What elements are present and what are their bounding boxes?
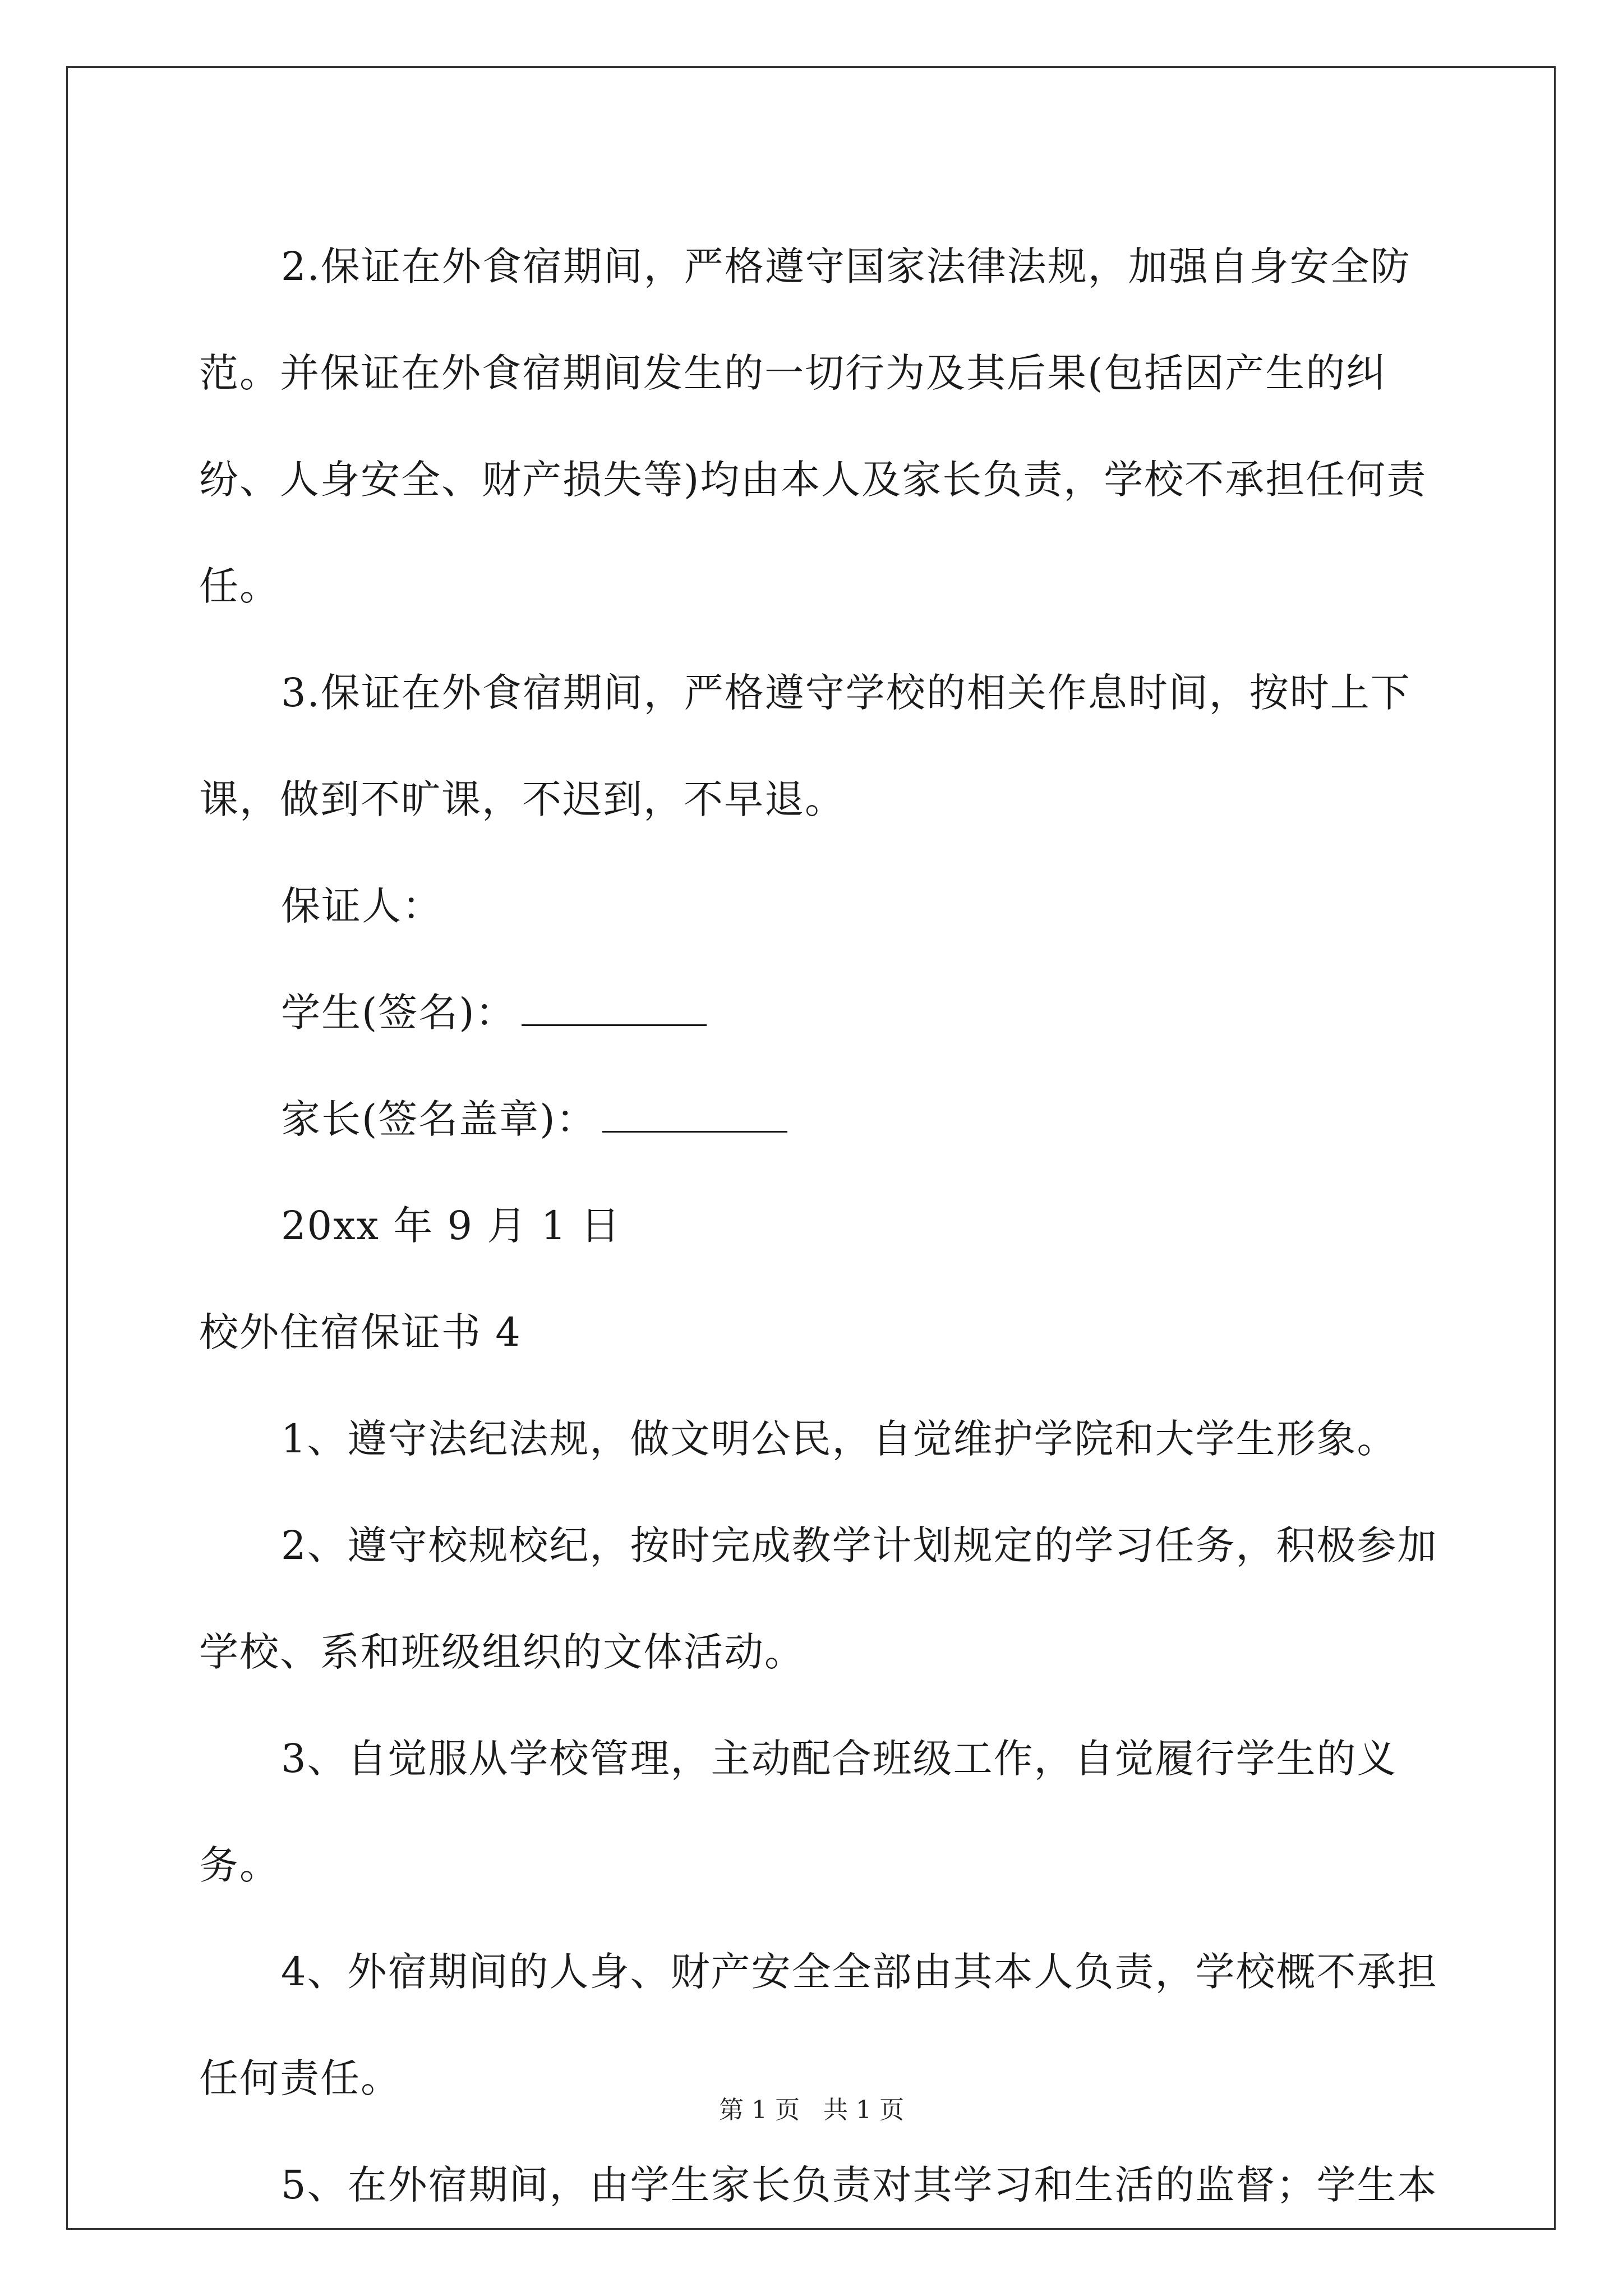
parent-signature-blank (602, 1097, 787, 1133)
rule-item-5: 5、在外宿期间，由学生家长负责对其学习和生活的监督；学生本 (281, 2162, 1438, 2208)
student-signature-line (199, 959, 1467, 1066)
rule-item-1: 1、遵守法纪法规，做文明公民，自觉维护学院和大学生形象。 (281, 1416, 1398, 1462)
rule-item-3: 3、自觉服从学校管理，主动配合班级工作，自觉履行学生的义务。 (199, 1736, 1398, 1888)
paragraph-item-2: 2.保证在外食宿期间，严格遵守国家法律法规，加强自身安全防范。并保证在外食宿期间发生的一切行为及其后果(包括因产生的纠纷、人身安全、财产损失等)均由本人及家长负责，学校不承担任何责任。 (199, 243, 1427, 609)
rule-item-4: 4、外宿期间的人身、财产安全全部由其本人负责，学校概不承担任何责任。 (199, 1949, 1438, 2101)
parent-signature-line (199, 1066, 1467, 1172)
page-footer (0, 2090, 1623, 2125)
section-heading: 校外住宿保证书 4 (199, 1309, 522, 1355)
page-number: 第 1 页 (719, 2096, 800, 2124)
paragraph-item-3: 3.保证在外食宿期间，严格遵守学校的相关作息时间，按时上下课，做到不旷课，不迟到，不早退。 (199, 670, 1411, 822)
guarantor-label: 保证人： (281, 883, 442, 929)
page-total: 共 1 页 (823, 2096, 904, 2124)
rule-item-2: 2、遵守校规校纪，按时完成教学计划规定的学习任务，积极参加学校、系和班级组织的文体活动。 (199, 1522, 1438, 1675)
student-signature-blank (522, 991, 707, 1026)
date-line: 20xx 年 9 月 1 日 (281, 1203, 621, 1249)
parent-signature-label: 家长(签名盖章)： (281, 1096, 597, 1142)
student-signature-label: 学生(签名)： (281, 990, 516, 1036)
document-body (199, 213, 1467, 2238)
